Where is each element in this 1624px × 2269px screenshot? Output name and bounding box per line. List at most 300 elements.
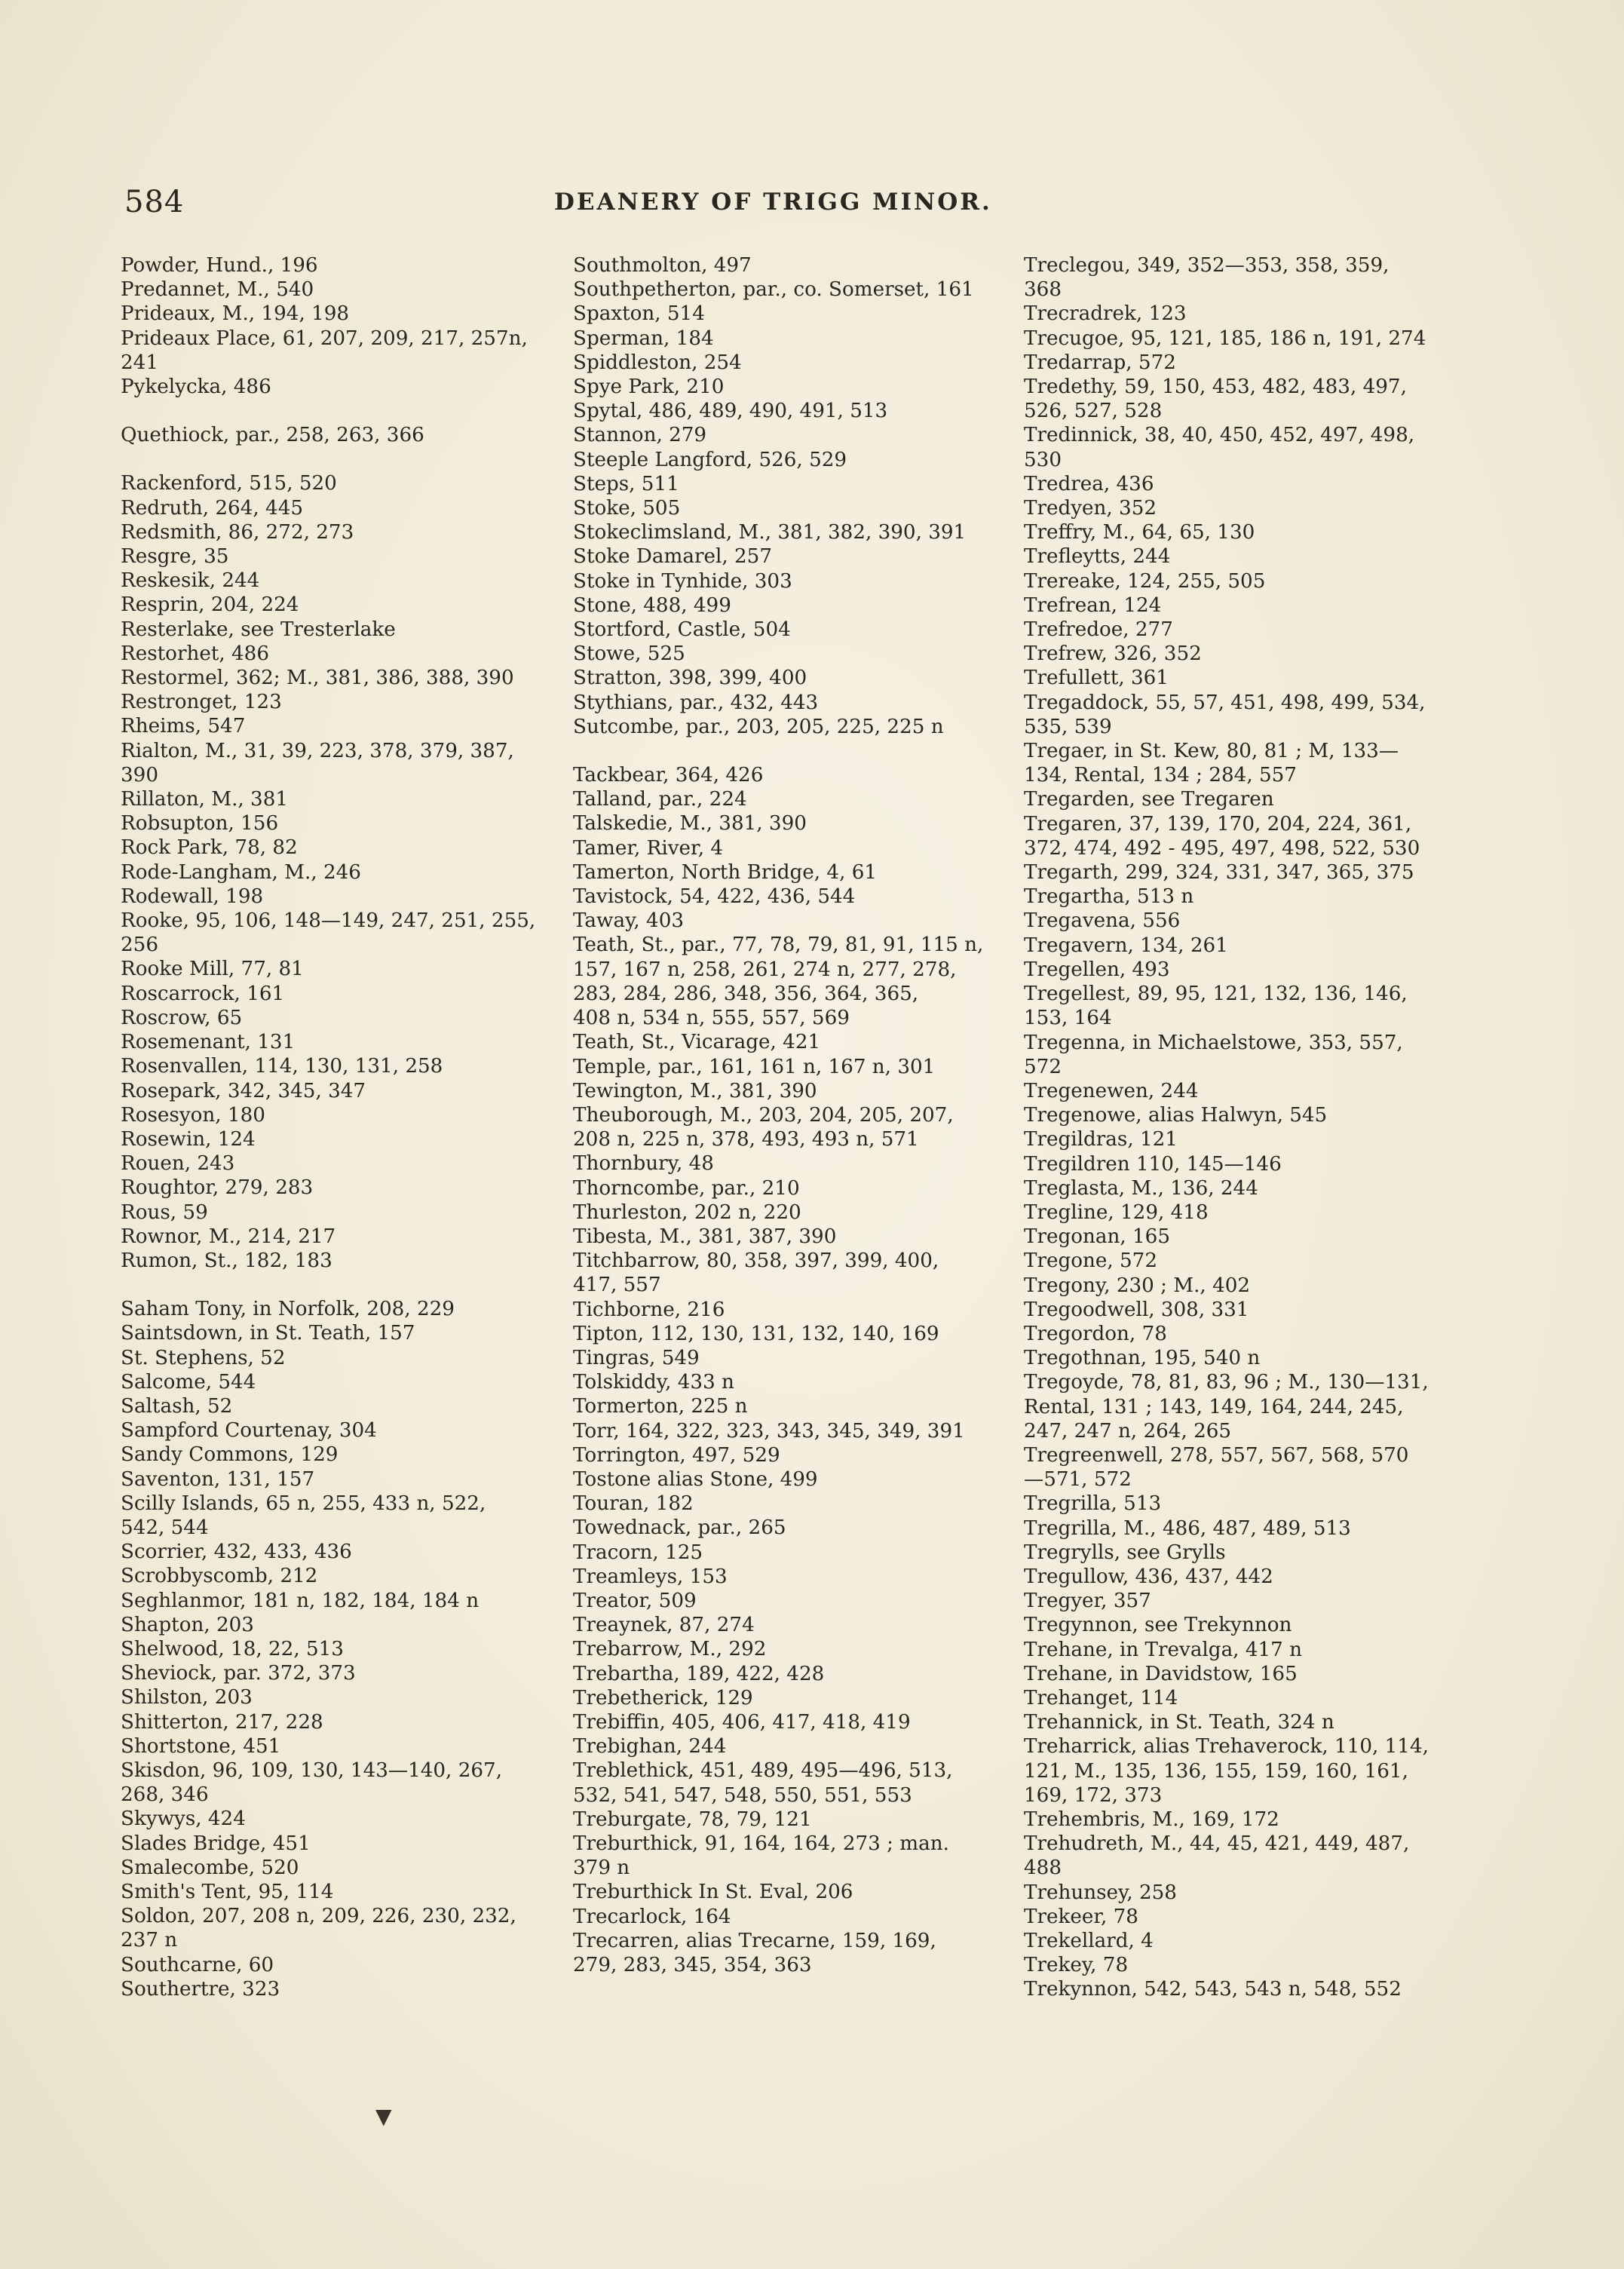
index-entry-continuation: 372, 474, 492 - 495, 497, 498, 522, 530: [1024, 836, 1420, 860]
index-entry-line: Touran, 182: [573, 1492, 694, 1516]
index-entry: [1024, 1662, 1476, 1686]
index-entry-continuation: 379 n: [573, 1857, 630, 1880]
index-entry: [1024, 1152, 1476, 1176]
index-entry-line: Quethiock, par., 258, 263, 366: [121, 424, 424, 447]
index-column-1: [121, 253, 554, 2001]
index-entry: [1024, 787, 1476, 811]
index-entry: [1024, 1516, 1476, 1541]
index-entry-line: Tregony, 230 ; M., 402: [1024, 1274, 1251, 1297]
index-entry-line: Scrobbyscomb, 212: [121, 1565, 318, 1588]
index-entry: [121, 1030, 554, 1054]
index-entry: [121, 544, 554, 569]
index-entry-line: Saventon, 131, 157: [121, 1467, 315, 1491]
index-entry-continuation: 121, M., 135, 136, 155, 159, 160, 161,: [1024, 1759, 1408, 1783]
index-entry: [121, 496, 554, 520]
index-entry-line: Trecarren, alias Trecarne, 159, 169,: [573, 1929, 936, 1952]
index-entry-line: Prideaux, M., 194, 198: [121, 302, 350, 326]
index-entry-line: Trekey, 78: [1024, 1954, 1129, 1977]
index-entry-line: Treharrick, alias Trehaverock, 110, 114,: [1024, 1735, 1429, 1758]
index-entry: [121, 302, 554, 326]
index-entry: [573, 1079, 1007, 1103]
index-entry-line: Taway, 403: [573, 909, 685, 933]
index-entry: [1024, 1492, 1476, 1516]
index-entry-line: Restorhet, 486: [121, 642, 269, 665]
index-entry: [121, 375, 554, 399]
index-entry: [1024, 1031, 1476, 1079]
index-entry-line: Shitterton, 217, 228: [121, 1710, 323, 1734]
index-entry-line: Southertre, 323: [121, 1977, 280, 2001]
index-entry: [1024, 1322, 1476, 1346]
index-entry: [1024, 1176, 1476, 1200]
index-entry: [573, 909, 1007, 933]
index-entry-line: Resgre, 35: [121, 545, 229, 569]
index-entry-line: Treburthick In St. Eval, 206: [573, 1881, 853, 1904]
index-entry-line: Trebetherick, 129: [573, 1686, 753, 1709]
index-entry: [1024, 691, 1476, 739]
index-entry-line: Trefrew, 326, 352: [1024, 642, 1202, 666]
index-entry: [1024, 1079, 1476, 1103]
index-entry: [121, 1418, 554, 1443]
index-entry: [121, 1127, 554, 1151]
index-entry-line: Redsmith, 86, 272, 273: [121, 520, 354, 544]
index-entry-continuation: 134, Rental, 134 ; 284, 557: [1024, 764, 1297, 787]
index-entry: [121, 1225, 554, 1249]
index-entry: [573, 1686, 1007, 1710]
index-entry-line: Tregavern, 134, 261: [1024, 934, 1228, 957]
index-entry-line: Tregoodwell, 308, 331: [1024, 1298, 1249, 1321]
index-entry: [1024, 1346, 1476, 1370]
index-entry: [573, 1710, 1007, 1734]
index-entry: [573, 1225, 1007, 1249]
index-entry-continuation: 535, 539: [1024, 715, 1112, 738]
index-entry: [121, 1176, 554, 1200]
index-entry-line: Rooke Mill, 77, 81: [121, 958, 304, 981]
index-entry-line: Tregavena, 556: [1024, 909, 1181, 933]
index-entry: [121, 1394, 554, 1418]
index-entry: [573, 496, 1007, 520]
index-entry-line: Stratton, 398, 399, 400: [573, 667, 807, 690]
index-entry: [121, 836, 554, 860]
index-entry-line: Tamerton, North Bridge, 4, 61: [573, 860, 878, 884]
index-entry: [573, 1637, 1007, 1661]
index-entry: [121, 1880, 554, 1904]
index-entry: [121, 1151, 554, 1176]
index-entry-continuation: 247, 247 n, 264, 265: [1024, 1419, 1232, 1443]
index-entry-line: Restronget, 123: [121, 691, 282, 714]
index-entry: [1024, 1905, 1476, 1929]
index-entry: [1024, 1274, 1476, 1298]
index-entry-line: Scilly Islands, 65 n, 255, 433 n, 522,: [121, 1492, 486, 1515]
index-entry-line: Predannet, M., 540: [121, 278, 314, 302]
index-entry-line: Salcome, 544: [121, 1370, 256, 1394]
index-entry-line: Talland, par., 224: [573, 788, 747, 811]
index-entry-line: Trecradrek, 123: [1024, 302, 1187, 326]
index-entry-line: Treffry, M., 64, 65, 130: [1024, 521, 1255, 544]
index-entry-line: Steeple Langford, 526, 529: [573, 448, 847, 471]
index-entry-line: Scorrier, 432, 433, 436: [121, 1541, 352, 1564]
index-entry: [573, 1808, 1007, 1832]
index-entry-line: Rosemenant, 131: [121, 1031, 296, 1054]
index-entry: [121, 569, 554, 593]
index-entry-line: Tregildren 110, 145—146: [1024, 1152, 1282, 1176]
index-entry-line: Rouen, 243: [121, 1152, 235, 1176]
index-entry-line: Trehunsey, 258: [1024, 1881, 1177, 1904]
index-entry-line: Seghlanmor, 181 n, 182, 184, 184 n: [121, 1589, 480, 1612]
index-entry: [573, 1030, 1007, 1054]
index-entry-line: Trebartha, 189, 422, 428: [573, 1662, 825, 1685]
index-entry-line: Torr, 164, 322, 323, 343, 345, 349, 391: [573, 1419, 965, 1443]
index-entry: [1024, 909, 1476, 933]
index-entry-line: Skisdon, 96, 109, 130, 143—140, 267,: [121, 1758, 503, 1782]
index-entry-line: Tregynnon, see Trekynnon: [1024, 1614, 1292, 1637]
index-entry-line: Tregaren, 37, 139, 170, 204, 224, 361,: [1024, 812, 1412, 836]
index-entry-line: Powder, Hund., 196: [121, 254, 318, 277]
index-entry-line: Redruth, 264, 445: [121, 496, 304, 520]
index-entry-line: Theuborough, M., 203, 204, 205, 207,: [573, 1103, 954, 1127]
index-entry-line: Trekynnon, 542, 543, 543 n, 548, 552: [1024, 1978, 1402, 2001]
index-entry: [573, 423, 1007, 447]
index-entry: [573, 763, 1007, 787]
index-entry-line: Treblethick, 451, 489, 495—496, 513,: [573, 1759, 953, 1783]
index-entry-line: Reskesik, 244: [121, 569, 260, 593]
index-entry-line: Tormerton, 225 n: [573, 1395, 748, 1418]
index-entry: [1024, 1443, 1476, 1492]
index-entry: [121, 739, 554, 787]
index-entry: [121, 1346, 554, 1370]
index-entry-line: Teath, St., par., 77, 78, 79, 81, 91, 115 n,: [573, 934, 984, 957]
index-entry: [573, 1103, 1007, 1151]
index-entry-continuation: 572: [1024, 1055, 1062, 1078]
index-entry-line: Treglasta, M., 136, 244: [1024, 1176, 1258, 1200]
index-entry-line: Trehanget, 114: [1024, 1686, 1178, 1709]
index-entry: [121, 1589, 554, 1613]
index-entry: [573, 544, 1007, 569]
index-entry: [121, 1054, 554, 1078]
index-entry: [573, 836, 1007, 860]
index-entry: [573, 1905, 1007, 1929]
index-entry-line: Saltash, 52: [121, 1394, 233, 1418]
index-entry-line: Prideaux Place, 61, 207, 209, 217, 257n,: [121, 327, 528, 350]
index-entry: [121, 957, 554, 981]
index-entry: [1024, 1370, 1476, 1443]
index-entry-line: Thurleston, 202 n, 220: [573, 1200, 801, 1224]
index-entry: [121, 1540, 554, 1564]
index-entry: [1024, 618, 1476, 642]
index-entry: [121, 1758, 554, 1807]
index-entry-line: Tredarrap, 572: [1024, 351, 1176, 374]
index-entry: [573, 1370, 1007, 1394]
index-entry: [1024, 1953, 1476, 1977]
index-entry-line: Trehane, in Davidstow, 165: [1024, 1662, 1298, 1685]
index-entry-line: Smalecombe, 520: [121, 1856, 299, 1879]
index-entry-line: Rialton, M., 31, 39, 223, 378, 379, 387,: [121, 739, 514, 762]
index-entry-line: Rosepark, 342, 345, 347: [121, 1079, 366, 1102]
index-entry: [573, 1880, 1007, 1904]
index-entry: [121, 253, 554, 277]
index-entry-line: Southcarne, 60: [121, 1953, 274, 1976]
index-entry-continuation: 526, 527, 528: [1024, 400, 1163, 423]
index-entry-line: Tregarden, see Tregaren: [1024, 788, 1274, 811]
index-entry: [573, 1541, 1007, 1565]
index-entry-line: Restormel, 362; M., 381, 386, 388, 390: [121, 667, 514, 690]
index-entry-line: Tregenowe, alias Halwyn, 545: [1024, 1104, 1328, 1127]
index-entry: [573, 448, 1007, 472]
index-entry: [1024, 1589, 1476, 1613]
index-entry-line: Shapton, 203: [121, 1613, 254, 1636]
index-entry-line: Trehudreth, M., 44, 45, 421, 449, 487,: [1024, 1832, 1410, 1856]
index-entry: [1024, 302, 1476, 326]
index-entry-line: Tredinnick, 38, 40, 450, 452, 497, 498,: [1024, 424, 1415, 447]
index-entry-line: Torrington, 497, 529: [573, 1443, 780, 1467]
index-entry: [1024, 423, 1476, 471]
index-entry-line: Tregone, 572: [1024, 1249, 1158, 1273]
index-entry: [1024, 1929, 1476, 1953]
index-entry-line: Tolskiddy, 433 n: [573, 1371, 734, 1394]
index-entry: [1024, 593, 1476, 618]
index-entry: [573, 691, 1007, 715]
index-entry: [121, 787, 554, 811]
index-entry-line: Soldon, 207, 208 n, 209, 226, 230, 232,: [121, 1905, 516, 1928]
index-entry: [121, 1685, 554, 1709]
index-entry-line: Smith's Tent, 95, 114: [121, 1881, 334, 1903]
index-entry-line: Treclegou, 349, 352—353, 358, 359,: [1024, 254, 1390, 277]
index-entry: [1024, 520, 1476, 544]
index-entry: [121, 642, 554, 666]
index-entry: [573, 885, 1007, 909]
index-entry-line: Stoke, 505: [573, 497, 681, 520]
index-entry-line: Teath, St., Vicarage, 421: [573, 1031, 821, 1054]
section-gap: [121, 1273, 554, 1297]
index-entry-line: Trehembris, M., 169, 172: [1024, 1808, 1279, 1831]
index-entry-line: Rillaton, M., 381: [121, 788, 289, 811]
section-gap: [121, 447, 554, 471]
index-entry-line: Tregreenwell, 278, 557, 567, 568, 570: [1024, 1443, 1409, 1467]
index-entry: [121, 471, 554, 495]
index-entry-line: Trefrean, 124: [1024, 593, 1162, 617]
index-entry-line: Tregellen, 493: [1024, 958, 1170, 981]
index-entry: [121, 1807, 554, 1831]
index-entry: [1024, 958, 1476, 982]
index-entry-line: Spytal, 486, 489, 490, 491, 513: [573, 400, 888, 423]
index-entry: [121, 1370, 554, 1394]
index-entry: [1024, 1565, 1476, 1589]
index-entry-line: Stokeclimsland, M., 381, 382, 390, 391: [573, 521, 967, 544]
index-entry: [573, 715, 1007, 739]
index-entry-line: Tregoyde, 78, 81, 83, 96 ; M., 130—131,: [1024, 1371, 1429, 1394]
index-entry-line: Stoke in Tynhide, 303: [573, 569, 792, 593]
index-entry-line: Saham Tony, in Norfolk, 208, 229: [121, 1298, 455, 1321]
index-entry-line: Tipton, 112, 130, 131, 132, 140, 169: [573, 1322, 939, 1345]
index-entry-line: Tredethy, 59, 150, 453, 482, 483, 497,: [1024, 376, 1407, 399]
index-entry: [121, 423, 554, 447]
index-entry: [573, 302, 1007, 326]
index-entry-line: Treamleys, 153: [573, 1565, 728, 1588]
index-entry-line: Rownor, M., 214, 217: [121, 1225, 336, 1248]
index-entry: [121, 1443, 554, 1467]
index-entry: [573, 1589, 1007, 1613]
index-entry-line: Tregullow, 436, 437, 442: [1024, 1565, 1273, 1588]
index-entry-line: Sandy Commons, 129: [121, 1443, 339, 1467]
index-entry-line: Rous, 59: [121, 1200, 208, 1224]
index-entry-line: Southmolton, 497: [573, 254, 752, 277]
index-entry: [573, 642, 1007, 666]
index-entry: [573, 1346, 1007, 1370]
index-column-3: [1024, 253, 1476, 2002]
index-entry: [573, 1565, 1007, 1589]
index-entry: [1024, 1249, 1476, 1273]
index-entry: [573, 1467, 1007, 1492]
index-entry: [1024, 569, 1476, 593]
index-entry-continuation: 208 n, 225 n, 378, 493, 493 n, 571: [573, 1128, 919, 1151]
index-entry: [121, 520, 554, 544]
index-entry-line: Rheims, 547: [121, 715, 246, 738]
page-number: 584: [124, 185, 185, 219]
index-entry-line: Trebighan, 244: [573, 1735, 727, 1758]
index-entry-line: Stortford, Castle, 504: [573, 618, 791, 642]
index-entry-line: Tregordon, 78: [1024, 1322, 1167, 1345]
index-entry-line: Towednack, par., 265: [573, 1516, 786, 1540]
index-entry: [1024, 642, 1476, 666]
index-entry-line: Stythians, par., 432, 443: [573, 691, 819, 714]
index-entry-line: Spiddleston, 254: [573, 351, 742, 374]
index-entry: [1024, 885, 1476, 909]
index-entry: [121, 1297, 554, 1321]
index-entry-line: Trebiffin, 405, 406, 417, 418, 419: [573, 1710, 911, 1734]
index-entry: [573, 472, 1007, 496]
index-entry: [1024, 1127, 1476, 1151]
index-entry: [573, 1298, 1007, 1322]
index-entry: [573, 1613, 1007, 1637]
index-entry-line: Trebarrow, M., 292: [573, 1638, 767, 1661]
index-entry-line: Trefullett, 361: [1024, 667, 1169, 690]
index-entry: [573, 1249, 1007, 1297]
index-entry: [573, 811, 1007, 836]
index-entry-line: Tracorn, 125: [573, 1541, 703, 1564]
index-entry-line: Trecugoe, 95, 121, 185, 186 n, 191, 274: [1024, 327, 1426, 350]
index-entry-line: Steps, 511: [573, 472, 679, 495]
index-entry-continuation: 153, 164: [1024, 1007, 1112, 1030]
index-entry-line: Tregaddock, 55, 57, 451, 498, 499, 534,: [1024, 691, 1426, 714]
printer-mark: ▼: [375, 2104, 392, 2129]
index-entry: [1024, 1541, 1476, 1565]
index-entry: [1024, 375, 1476, 423]
index-entry-line: Tregellest, 89, 95, 121, 132, 136, 146,: [1024, 983, 1408, 1006]
index-entry: [573, 1322, 1007, 1346]
index-entry: [573, 277, 1007, 302]
index-entry: [1024, 1225, 1476, 1249]
index-entry: [573, 520, 1007, 544]
index-entry: [1024, 496, 1476, 520]
index-entry-line: Saintsdown, in St. Teath, 157: [121, 1322, 415, 1345]
index-entry: [121, 327, 554, 375]
index-entry-continuation: 256: [121, 934, 158, 957]
index-entry: [573, 375, 1007, 399]
index-entry: [121, 1103, 554, 1127]
index-entry-line: Tredyen, 352: [1024, 497, 1157, 520]
index-entry: [573, 860, 1007, 885]
index-entry-line: Tregrylls, see Grylls: [1024, 1541, 1226, 1564]
index-entry: [1024, 739, 1476, 787]
index-entry-line: Roughtor, 279, 283: [121, 1176, 314, 1200]
index-entry-line: Shilston, 203: [121, 1686, 253, 1709]
index-entry: [121, 885, 554, 909]
index-entry: [573, 933, 1007, 1030]
index-entry-line: Thornbury, 48: [573, 1152, 714, 1176]
index-entry-line: Pykelycka, 486: [121, 376, 271, 399]
index-entry-line: Resterlake, see Tresterlake: [121, 618, 396, 641]
index-entry-line: Rumon, St., 182, 183: [121, 1249, 332, 1272]
index-entry-continuation: 169, 172, 373: [1024, 1783, 1163, 1807]
index-entry: [573, 351, 1007, 375]
index-entry: [1024, 666, 1476, 690]
index-entry-line: Tibesta, M., 381, 387, 390: [573, 1225, 837, 1248]
index-entry-line: Tregothnan, 195, 540 n: [1024, 1347, 1261, 1370]
index-entry-continuation: 488: [1024, 1857, 1062, 1880]
index-entry: [121, 1734, 554, 1758]
index-entry: [121, 1953, 554, 1977]
index-entry-continuation: 241: [121, 351, 158, 374]
index-entry-line: Treaynek, 87, 274: [573, 1614, 755, 1637]
index-entry: [573, 1492, 1007, 1516]
index-entry: [573, 618, 1007, 642]
index-entry-line: Tingras, 549: [573, 1346, 700, 1369]
index-entry: [121, 618, 554, 642]
index-entry-line: Tredrea, 436: [1024, 472, 1154, 495]
index-entry-line: Tostone alias Stone, 499: [573, 1467, 818, 1491]
index-entry-continuation: 390: [121, 763, 158, 786]
index-entry: [121, 982, 554, 1006]
index-entry-line: Tregarth, 299, 324, 331, 347, 365, 375: [1024, 861, 1414, 885]
index-entry: [573, 1734, 1007, 1758]
index-entry: [1024, 253, 1476, 302]
index-entry-line: Rodewall, 198: [121, 885, 264, 908]
index-entry: [573, 399, 1007, 423]
index-entry-line: Rackenford, 515, 520: [121, 472, 337, 495]
index-entry: [121, 1321, 554, 1345]
index-entry-continuation: 368: [1024, 278, 1062, 302]
index-entry: [573, 1200, 1007, 1225]
index-entry-line: Titchbarrow, 80, 358, 397, 399, 400,: [573, 1249, 939, 1273]
index-entry-line: Sperman, 184: [573, 327, 714, 350]
index-entry: [121, 1904, 554, 1952]
index-entry: [1024, 1638, 1476, 1662]
index-entry-line: Treburgate, 78, 79, 121: [573, 1808, 812, 1831]
index-entry: [121, 1856, 554, 1880]
index-entry: [121, 1661, 554, 1685]
index-entry: [121, 811, 554, 836]
index-entry: [1024, 934, 1476, 958]
index-entry-continuation: 157, 167 n, 258, 261, 274 n, 277, 278,: [573, 958, 957, 981]
index-entry-continuation: 530: [1024, 448, 1062, 471]
section-gap: [121, 399, 554, 423]
index-entry: [573, 1443, 1007, 1467]
index-entry-line: Tregrilla, M., 486, 487, 489, 513: [1024, 1516, 1351, 1540]
index-entry-line: Treator, 509: [573, 1589, 697, 1612]
index-entry-line: Tregildras, 121: [1024, 1128, 1178, 1151]
index-entry-line: Stoke Damarel, 257: [573, 545, 772, 569]
index-entry-line: Rosewin, 124: [121, 1127, 256, 1151]
index-entry-line: Tregrilla, 513: [1024, 1492, 1162, 1516]
index-entry: [573, 1758, 1007, 1807]
index-entry-line: Shelwood, 18, 22, 513: [121, 1637, 344, 1660]
index-entry-line: Tackbear, 364, 426: [573, 764, 764, 787]
index-entry: [1024, 351, 1476, 375]
index-entry: [573, 569, 1007, 593]
index-entry-line: Tregartha, 513 n: [1024, 885, 1194, 909]
index-entry: [121, 909, 554, 957]
index-entry: [573, 253, 1007, 277]
index-entry-continuation: 237 n: [121, 1929, 178, 1952]
